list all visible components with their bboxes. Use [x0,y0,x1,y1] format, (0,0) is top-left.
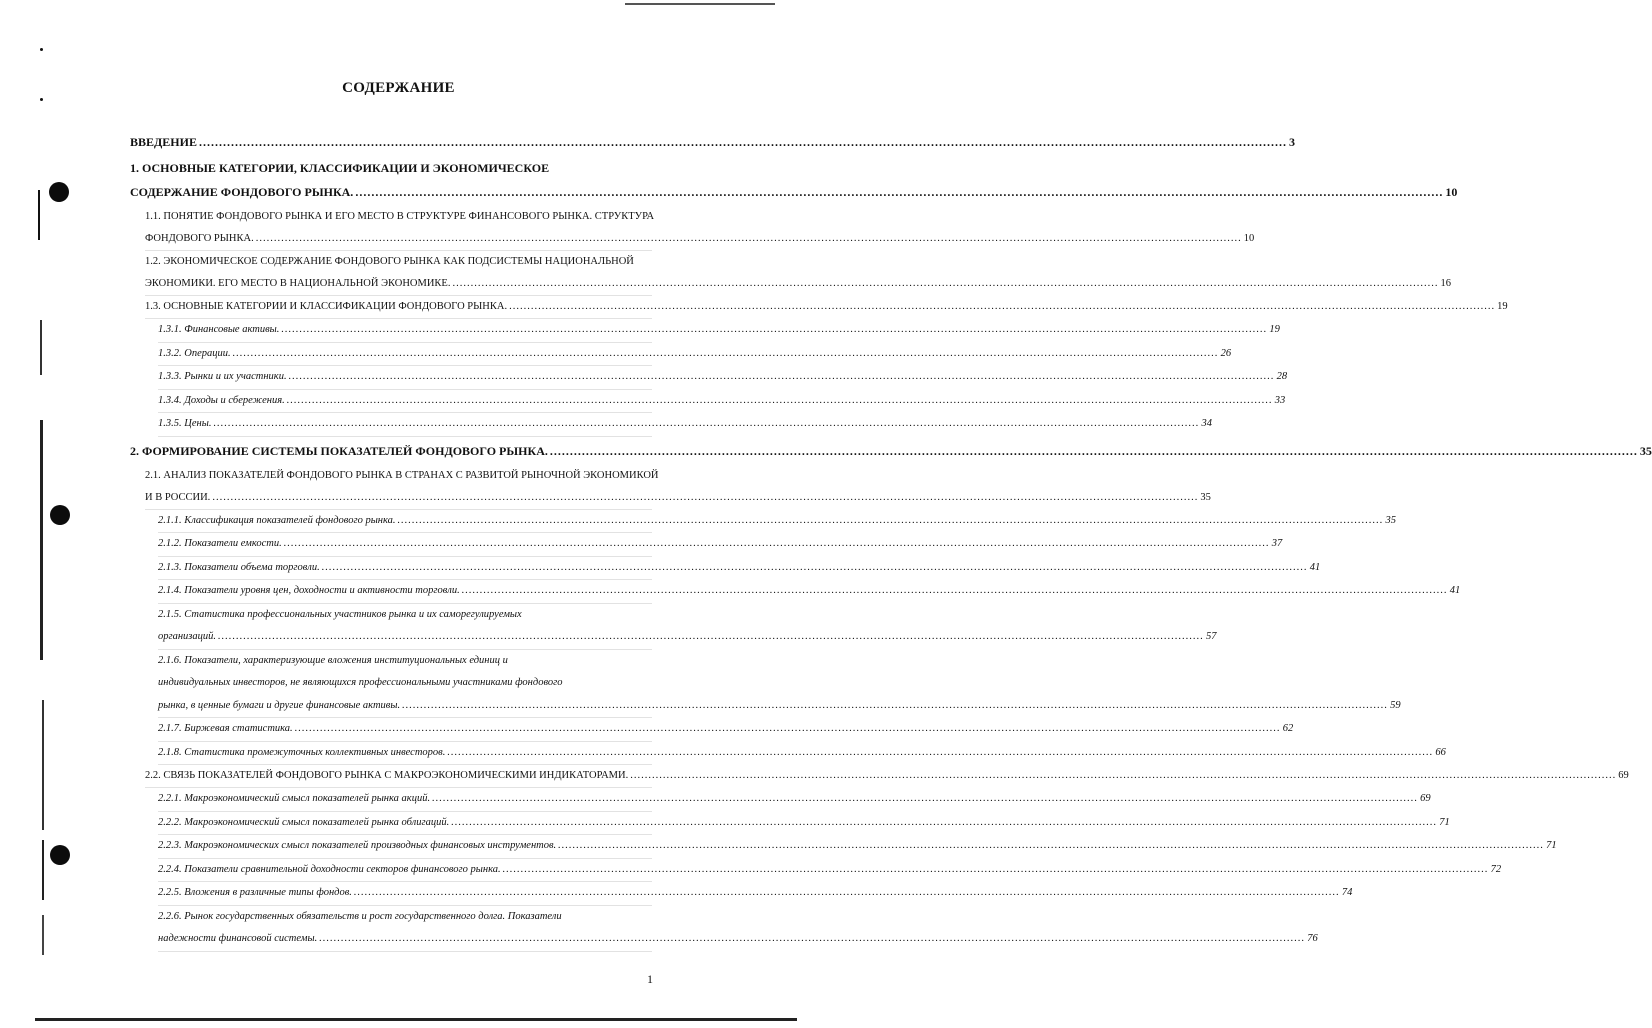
toc-entry-text: 2.2.5. Вложения в различные типы фондов. [158,887,352,898]
toc-entry-line [158,928,1318,952]
page-title: СОДЕРЖАНИЕ [342,80,455,96]
toc-entry [158,319,1280,343]
toc-entry-line [130,156,652,180]
toc-entry-text: 2.1.8. Статистика промежуточных коллективных инвесторов. [158,746,446,758]
toc-page-number: 69 [1420,793,1431,804]
toc-page-number: 3 [1288,135,1295,149]
toc-dot-leader [213,413,1199,436]
toc-dot-leader [287,390,1273,413]
toc-entry-text: 2.1.5. Статистика профессиональных участников рынка и их саморегулируемых [158,608,522,620]
toc-entry [145,206,1255,251]
toc-entry [158,557,1321,581]
toc-page-number: 35 [1385,514,1397,526]
toc-entry-line [145,251,652,273]
toc-dot-leader [354,882,1340,905]
toc-page-number: 34 [1201,418,1212,429]
toc-entry-line [158,319,1280,343]
toc-dot-leader [509,296,1495,318]
toc-dot-leader [451,812,1437,835]
toc-entry-text: 1.3.1. Финансовые активы. [158,324,280,335]
toc-entry-line [158,695,1401,719]
toc-entry-line [145,206,655,228]
toc-page-number: 62 [1282,723,1294,734]
toc-entry-text: надежности финансовой системы. [158,933,318,944]
toc-dot-leader [630,765,1616,787]
toc-entry-line [130,130,1295,154]
toc-entry-line [158,906,652,929]
scan-artifact-bottom-line [35,1018,797,1021]
toc-dot-leader [212,487,1198,509]
toc-dot-leader [402,695,1388,718]
toc-entry-text: 2.1.3. Показатели объема торговли. [158,561,320,573]
toc-dot-leader [289,366,1275,389]
toc-entry-line [158,557,1321,581]
toc-entry-line [158,366,1288,390]
toc-entry-text: 2.2. СВЯЗЬ ПОКАЗАТЕЛЕЙ ФОНДОВОГО РЫНКА С МАКРОЭКОНОМИЧЕСКИМИ ИНДИКАТОРАМИ. [145,770,629,781]
toc-entry-line [158,650,652,673]
toc-entry-line [158,626,1217,650]
toc-dot-leader [284,533,1270,556]
toc-page-number: 57 [1206,631,1217,642]
toc-entry [158,366,1288,390]
toc-page-number: 41 [1449,585,1461,596]
scan-artifact-top-line [625,3,775,5]
toc-entry-text: индивидуальных инвесторов, не являющихся профессиональными участниками фондового [158,677,563,688]
toc-entry-line [158,718,1294,742]
toc-entry-line [145,296,1508,319]
toc-entry-text: ЭКОНОМИКИ. ЕГО МЕСТО В НАЦИОНАЛЬНОЙ ЭКОНОМИКЕ. [145,278,451,289]
toc-entry [130,130,1295,154]
toc-entry [145,765,1629,788]
toc-entry-text: рынка, в ценные бумаги и другие финансовые активы. [158,699,401,711]
toc-entry-line [158,859,1502,883]
toc-entry-text: ФОНДОВОГО РЫНКА. [145,233,254,244]
toc-entry [158,580,1461,604]
toc-dot-leader [319,928,1305,951]
page-number: 1 [647,972,653,986]
toc-entry [158,650,1401,719]
toc-entry-line [158,672,652,695]
toc-page-number: 10 [1243,233,1255,244]
toc-entry-text: ВВЕДЕНИЕ [130,135,197,149]
toc-dot-leader [462,580,1448,603]
toc-entry-text: 2.1. АНАЛИЗ ПОКАЗАТЕЛЕЙ ФОНДОВОГО РЫНКА В СТРАНАХ С РАЗВИТОЙ РЫНОЧНОЙ ЭКОНОМИКОЙ [145,469,659,481]
toc-entry-line [158,413,1212,437]
toc-entry-line [158,510,1397,534]
toc-page-number: 74 [1341,887,1353,898]
toc-page-number: 19 [1497,301,1508,312]
toc-entry [158,812,1450,836]
toc-page-number: 16 [1440,278,1451,289]
toc-page-number: 19 [1269,324,1280,335]
toc-entry-text: 2.1.6. Показатели, характеризующие вложения институциональных единиц и [158,654,508,666]
toc-entry [158,604,1217,650]
toc-entry [145,296,1508,319]
toc-entry-text: 2.2.3. Макроэкономических смысл показателей производных финансовых инструментов. [158,840,557,851]
toc-page-number: 28 [1276,371,1288,382]
toc-entry [158,835,1557,859]
toc-entry-line [145,273,1451,296]
toc-entry-text: 1. ОСНОВНЫЕ КАТЕГОРИИ, КЛАССИФИКАЦИИ И ЭКОНОМИЧЕСКОЕ [130,161,550,175]
scan-artifact-dot-1 [40,48,43,51]
toc-dot-leader [218,626,1204,649]
toc-entry-text: 2.1.7. Биржевая статистика. [158,723,293,734]
toc-page-number: 71 [1439,816,1450,828]
toc-entry [158,343,1232,367]
toc-entry-text: 2.1.1. Классификация показателей фондового рынка. [158,514,396,526]
toc-dot-leader [447,742,1433,765]
toc-entry-line [145,465,659,487]
toc-page-number: 41 [1309,561,1321,573]
toc-page-number: 10 [1445,185,1458,199]
toc-entry-text: 2.1.4. Показатели уровня цен, доходности и активности торговли. [158,585,460,596]
toc-entry [145,465,1211,510]
toc-entry [158,859,1502,883]
toc-entry [130,439,1652,463]
toc-entry-text: 2.1.2. Показатели емкости. [158,538,282,549]
toc-entry-text: организаций. [158,631,217,642]
toc-entry [158,510,1397,534]
toc-entry-line [158,882,1353,906]
toc-entry-line [158,604,652,627]
toc-entry-line [130,439,1652,463]
toc-dot-leader [452,273,1438,295]
toc-entry [158,906,1318,952]
toc-dot-leader [398,510,1384,533]
toc-page-number: 33 [1274,394,1286,406]
toc-dot-leader [233,343,1219,366]
toc-entry-line [158,788,1431,812]
toc-entry [145,251,1451,296]
toc-entry-line [130,180,1458,204]
toc-dot-leader [550,439,1638,463]
toc-page-number: 59 [1390,699,1401,711]
toc-entry-line [158,390,1286,414]
toc-entry-line [145,487,1211,510]
toc-dot-leader [558,835,1544,858]
toc-entry-text: 1.2. ЭКОНОМИЧЕСКОЕ СОДЕРЖАНИЕ ФОНДОВОГО РЫНКА КАК ПОДСИСТЕМЫ НАЦИОНАЛЬНОЙ [145,256,634,267]
toc-entry-line [158,580,1461,604]
toc-page-number: 35 [1639,443,1652,458]
toc-entry-text: 1.1. ПОНЯТИЕ ФОНДОВОГО РЫНКА И ЕГО МЕСТО В СТРУКТУРЕ ФИНАНСОВОГО РЫНКА. СТРУКТУРА [145,211,655,222]
toc-entry-line [145,228,1255,251]
toc-dot-leader [322,557,1308,580]
toc-dot-leader [503,859,1489,882]
toc-entry-text: 2.2.4. Показатели сравнительной доходности секторов финансового рынка. [158,863,501,875]
toc-entry-text: 1.3.3. Рынки и их участники. [158,371,287,382]
toc-page-number: 76 [1307,933,1318,944]
toc-entry-text: 2.2.6. Рынок государственных обязательств и рост государственного долга. Показатели [158,910,562,922]
toc-dot-leader [199,130,1287,154]
toc-entry-text: 1.3.4. Доходы и сбережения. [158,394,285,406]
toc-entry-text: 1.3. ОСНОВНЫЕ КАТЕГОРИИ И КЛАССИФИКАЦИИ ФОНДОВОГО РЫНКА. [145,301,508,312]
toc-entry-line [145,765,1629,788]
toc-entry-text: 1.3.5. Цены. [158,418,212,429]
toc-entry-line [158,343,1232,367]
toc-entry [158,788,1431,812]
toc-dot-leader [295,718,1281,741]
toc-entry [158,718,1294,742]
toc-page-number: 71 [1546,840,1557,851]
toc-page-number: 26 [1220,347,1232,359]
toc-entry-text: 2. ФОРМИРОВАНИЕ СИСТЕМЫ ПОКАЗАТЕЛЕЙ ФОНДОВОГО РЫНКА. [130,443,548,458]
toc-dot-leader [256,228,1242,250]
toc-entry-line [158,742,1446,766]
toc-entry [130,156,1458,204]
toc-entry-line [158,533,1283,557]
toc-entry [158,533,1283,557]
toc-entry [158,390,1286,414]
toc-page-number: 37 [1271,538,1283,549]
toc-dot-leader [281,319,1267,342]
toc-page-number: 72 [1490,863,1502,875]
toc-entry [158,882,1353,906]
toc-page-number: 69 [1618,770,1629,781]
scan-artifact-dot-2 [40,98,43,101]
toc-entry-text: 2.2.2. Макроэкономический смысл показателей рынка облигаций. [158,816,450,828]
toc-page-number: 66 [1435,746,1446,758]
toc-page-number: 35 [1200,491,1211,503]
table-of-contents [0,128,1652,952]
toc-entry-line [158,835,1557,859]
toc-entry-text: И В РОССИИ. [145,491,211,503]
toc-entry-text: СОДЕРЖАНИЕ ФОНДОВОГО РЫНКА. [130,185,354,199]
toc-entry [158,742,1446,766]
toc-dot-leader [355,180,1443,204]
toc-dot-leader [432,788,1418,811]
toc-entry-line [158,812,1450,836]
toc-entry [158,413,1212,437]
toc-entry-text: 2.2.1. Макроэкономический смысл показателей рынка акций. [158,793,431,804]
toc-entry-text: 1.3.2. Операции. [158,347,231,359]
